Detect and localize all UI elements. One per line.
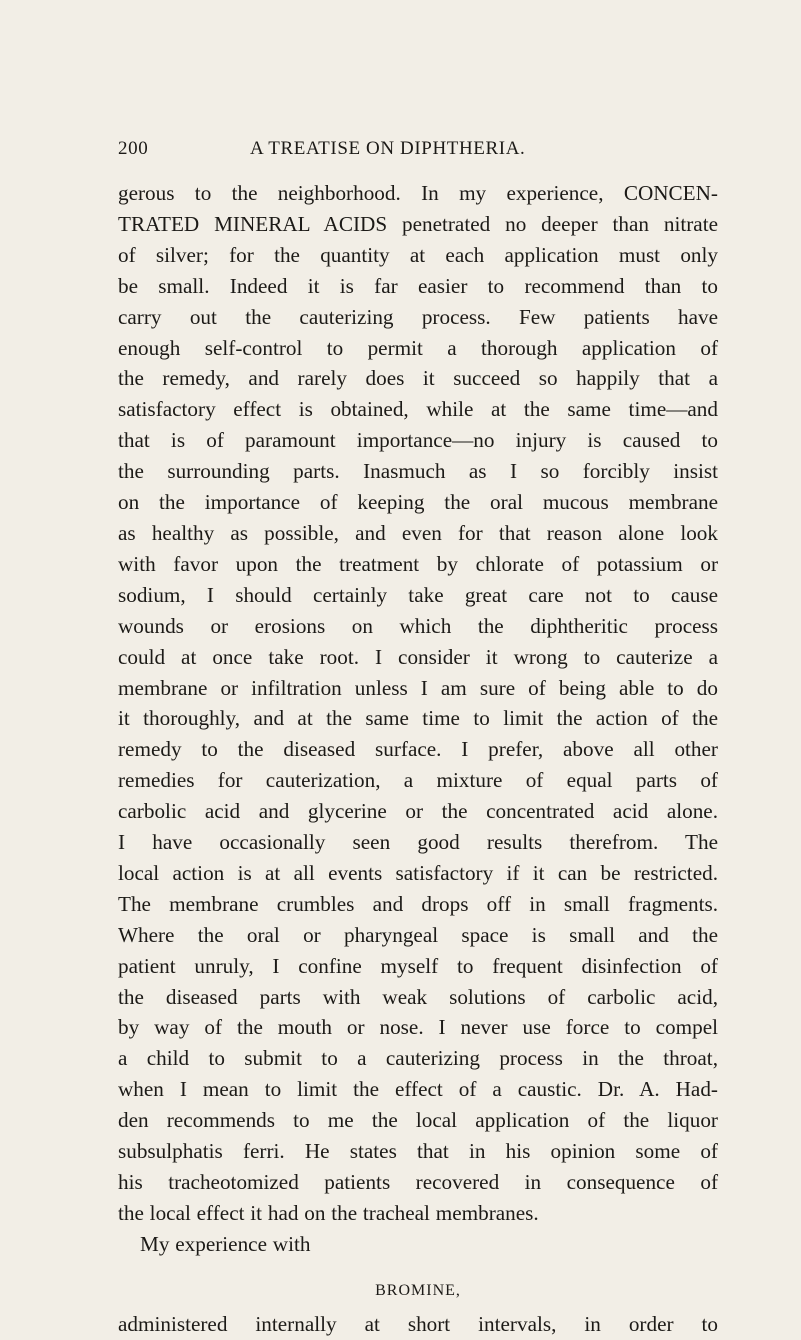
- text-line: Where the oral or pharyngeal space is small and the: [118, 922, 718, 947]
- text-line: satisfactory effect is obtained, while at the same time—and: [118, 397, 718, 422]
- paragraph-start-line: My experience with: [140, 1231, 311, 1256]
- text-line: with favor upon the treatment by chlorate of potassium or: [118, 551, 718, 576]
- text-line: remedies for cauterization, a mixture of equal parts of: [118, 768, 718, 793]
- text-line: carry out the cauterizing process. Few patients have: [118, 304, 718, 329]
- text-line: subsulphatis ferri. He states that in his opinion some of: [118, 1139, 718, 1164]
- text-line: The membrane crumbles and drops off in small fragments.: [118, 891, 718, 916]
- text-line: that is of paramount importance—no injury is caused to: [118, 428, 718, 453]
- section-heading: BROMINE,: [375, 1281, 461, 1299]
- text-line: the diseased parts with weak solutions of carbolic acid,: [118, 984, 718, 1009]
- text-line: of silver; for the quantity at each application must only: [118, 242, 718, 267]
- text-line: remedy to the diseased surface. I prefer, above all other: [118, 737, 718, 762]
- text-line: administered internally at short intervals, in order to: [118, 1311, 718, 1336]
- text-line: membrane or infiltration unless I am sure of being able to do: [118, 675, 718, 700]
- text-line: enough self-control to permit a thorough application of: [118, 335, 718, 360]
- book-page: [118, 138, 718, 1340]
- text-line: a child to submit to a cauterizing process in the throat,: [118, 1046, 718, 1071]
- text-line: be small. Indeed it is far easier to recommend than to: [118, 273, 718, 298]
- text-line: could at once take root. I consider it wrong to cauterize a: [118, 644, 718, 669]
- text-line: local action is at all events satisfactory if it can be restricted.: [118, 860, 718, 885]
- text-line: by way of the mouth or nose. I never use force to compel: [118, 1015, 718, 1040]
- text-line: it thoroughly, and at the same time to limit the action of the: [118, 706, 718, 731]
- running-title: A TREATISE ON DIPHTHERIA.: [250, 138, 526, 159]
- text-line: the remedy, and rarely does it succeed so happily that a: [118, 366, 718, 391]
- text-line: den recommends to me the local application of the liquor: [118, 1108, 718, 1133]
- running-head: [118, 138, 718, 168]
- text-line: the local effect it had on the tracheal membranes.: [118, 1200, 539, 1225]
- page-number: 200: [118, 138, 149, 159]
- text-line: his tracheotomized patients recovered in consequence of: [118, 1170, 718, 1194]
- text-line: TRATED MINERAL ACIDS penetrated no deeper than nitrate: [118, 211, 718, 236]
- text-line: gerous to the neighborhood. In my experience, CONCEN-: [118, 181, 718, 205]
- text-line: I have occasionally seen good results therefrom. The: [118, 830, 718, 855]
- text-line: on the importance of keeping the oral mucous membrane: [118, 490, 718, 515]
- body-text: [118, 178, 718, 1340]
- text-line: the surrounding parts. Inasmuch as I so forcibly insist: [118, 459, 718, 484]
- text-line: wounds or erosions on which the diphtheritic process: [118, 613, 718, 638]
- text-line: patient unruly, I confine myself to frequent disinfection of: [118, 953, 718, 978]
- text-line: carbolic acid and glycerine or the concentrated acid alone.: [118, 799, 718, 824]
- text-line: as healthy as possible, and even for that reason alone look: [118, 520, 718, 545]
- text-line: sodium, I should certainly take great care not to cause: [118, 582, 718, 607]
- text-line: when I mean to limit the effect of a caustic. Dr. A. Had-: [118, 1077, 718, 1102]
